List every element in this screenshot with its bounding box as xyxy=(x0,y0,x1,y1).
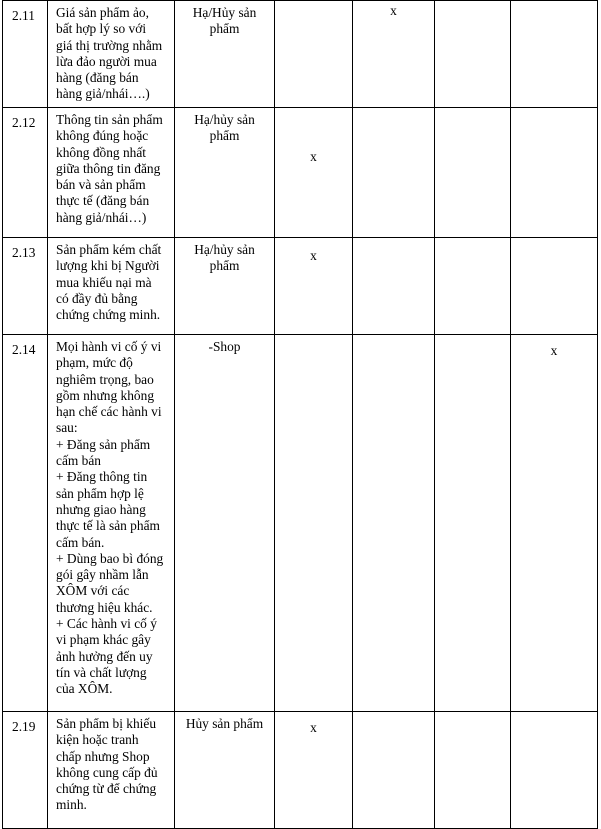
description-line: Sản phẩm bị khiếu xyxy=(56,716,157,731)
action-line: phẩm xyxy=(209,21,240,37)
description-line: bán và sản phẩm xyxy=(56,177,146,193)
table-row xyxy=(3,712,598,829)
description-line: bất hợp lý so với xyxy=(56,21,147,37)
description-line: hạn chế các hành vi xyxy=(56,404,162,420)
action-line: Hủy sản phẩm xyxy=(185,716,264,731)
description-line: giữa thông tin đăng xyxy=(56,160,161,176)
mark-cell xyxy=(511,108,598,238)
action-line: phẩm xyxy=(209,128,240,144)
description-line: của XÔM. xyxy=(56,681,113,697)
mark-cell xyxy=(275,238,353,335)
violation-table xyxy=(2,0,598,829)
table-row xyxy=(3,238,598,335)
mark-cell xyxy=(435,108,511,238)
description-line: mua khiếu nại mà xyxy=(56,274,152,290)
description-line: nghiêm trọng, bao xyxy=(56,371,154,387)
row-description xyxy=(48,108,175,238)
mark-cell xyxy=(435,238,511,335)
description-line: không cung cấp đủ xyxy=(56,764,158,780)
description-line: XÔM với các xyxy=(56,583,130,599)
description-line: Giá sản phẩm ảo, xyxy=(56,5,149,20)
action-line: Hạ/Hủy sản xyxy=(192,5,257,20)
mark-cell xyxy=(435,335,511,712)
description-line: minh. xyxy=(56,797,87,813)
row-action xyxy=(175,108,275,238)
row-description xyxy=(48,238,175,335)
description-line: + Các hành vi cố ý xyxy=(56,616,157,632)
description-line: chứng từ để chứng xyxy=(56,781,157,797)
description-line: không đúng hoặc xyxy=(56,128,149,144)
description-line: giá thị trường nhằm xyxy=(56,37,163,53)
action-line: Hạ/hủy sản xyxy=(194,112,255,127)
mark-cell xyxy=(511,1,598,108)
description-line: nhưng giao hàng xyxy=(56,501,146,517)
mark-cell xyxy=(275,335,353,712)
action-line: phẩm xyxy=(209,258,240,274)
mark-cell xyxy=(353,335,435,712)
description-line: cấm bán. xyxy=(56,534,105,550)
description-line: lừa đảo người mua xyxy=(56,53,157,69)
action-line: -Shop xyxy=(208,339,241,354)
description-line: lượng khi bị Người xyxy=(56,258,160,274)
mark-cell xyxy=(435,712,511,829)
description-line: thực tế là sản phẩm xyxy=(56,518,160,534)
row-id: 2.12 xyxy=(3,108,48,238)
description-line: phạm, mức độ xyxy=(56,355,133,371)
description-line: có đầy đủ bằng xyxy=(56,290,138,306)
description-line: cấm bán xyxy=(56,453,101,469)
description-line: không đồng nhất xyxy=(56,144,147,160)
description-line: chấp nhưng Shop xyxy=(56,748,150,764)
description-line: tín và chất lượng xyxy=(56,664,147,680)
row-action xyxy=(175,238,275,335)
mark-cell xyxy=(353,712,435,829)
row-id: 2.13 xyxy=(3,238,48,335)
mark-cell xyxy=(353,1,435,108)
description-line: Thông tin sản phẩm xyxy=(56,112,163,127)
description-line: sau: xyxy=(56,420,78,436)
mark-x: x xyxy=(310,149,317,164)
description-line: thương hiệu khác. xyxy=(56,599,153,615)
description-line: chứng chứng minh. xyxy=(56,307,161,323)
row-action xyxy=(175,712,275,829)
description-line: gói gây nhầm lẫn xyxy=(56,567,149,583)
description-line: hàng giả/nhái…) xyxy=(56,209,147,225)
row-description xyxy=(48,335,175,712)
row-id: 2.11 xyxy=(3,1,48,108)
description-line: Mọi hành vi cố ý vi xyxy=(56,339,162,354)
description-line: + Dùng bao bì đóng xyxy=(56,550,164,566)
description-line: hàng (đăng bán xyxy=(56,70,139,86)
description-line: kiện hoặc tranh xyxy=(56,732,139,748)
mark-cell xyxy=(511,335,598,712)
row-action xyxy=(175,1,275,108)
mark-cell xyxy=(511,712,598,829)
mark-cell xyxy=(275,712,353,829)
description-line: + Đăng thông tin xyxy=(56,469,148,485)
description-line: thực tế (đăng bán xyxy=(56,193,150,209)
row-description xyxy=(48,1,175,108)
description-line: Sản phẩm kém chất xyxy=(56,242,162,257)
row-id: 2.14 xyxy=(3,335,48,712)
row-description xyxy=(48,712,175,829)
mark-cell xyxy=(275,1,353,108)
mark-cell xyxy=(275,108,353,238)
table-row xyxy=(3,108,598,238)
table-row xyxy=(3,1,598,108)
row-action xyxy=(175,335,275,712)
mark-x: x xyxy=(550,343,558,358)
row-id: 2.19 xyxy=(3,712,48,829)
mark-cell xyxy=(353,238,435,335)
description-line: sản phẩm hợp lệ xyxy=(56,485,144,501)
description-line: vi phạm khác gây xyxy=(56,632,151,648)
table-row xyxy=(3,335,598,712)
mark-x: x xyxy=(310,248,317,263)
mark-cell xyxy=(435,1,511,108)
mark-cell xyxy=(511,238,598,335)
description-line: ảnh hưởng đến uy xyxy=(56,648,153,664)
mark-x: x xyxy=(390,3,397,18)
mark-cell xyxy=(353,108,435,238)
description-line: hàng giả/nhái….) xyxy=(56,86,150,102)
mark-x: x xyxy=(310,720,317,735)
description-line: gồm nhưng không xyxy=(56,387,155,403)
action-line: Hạ/hủy sản xyxy=(194,242,255,257)
description-line: + Đăng sản phẩm xyxy=(56,436,151,452)
